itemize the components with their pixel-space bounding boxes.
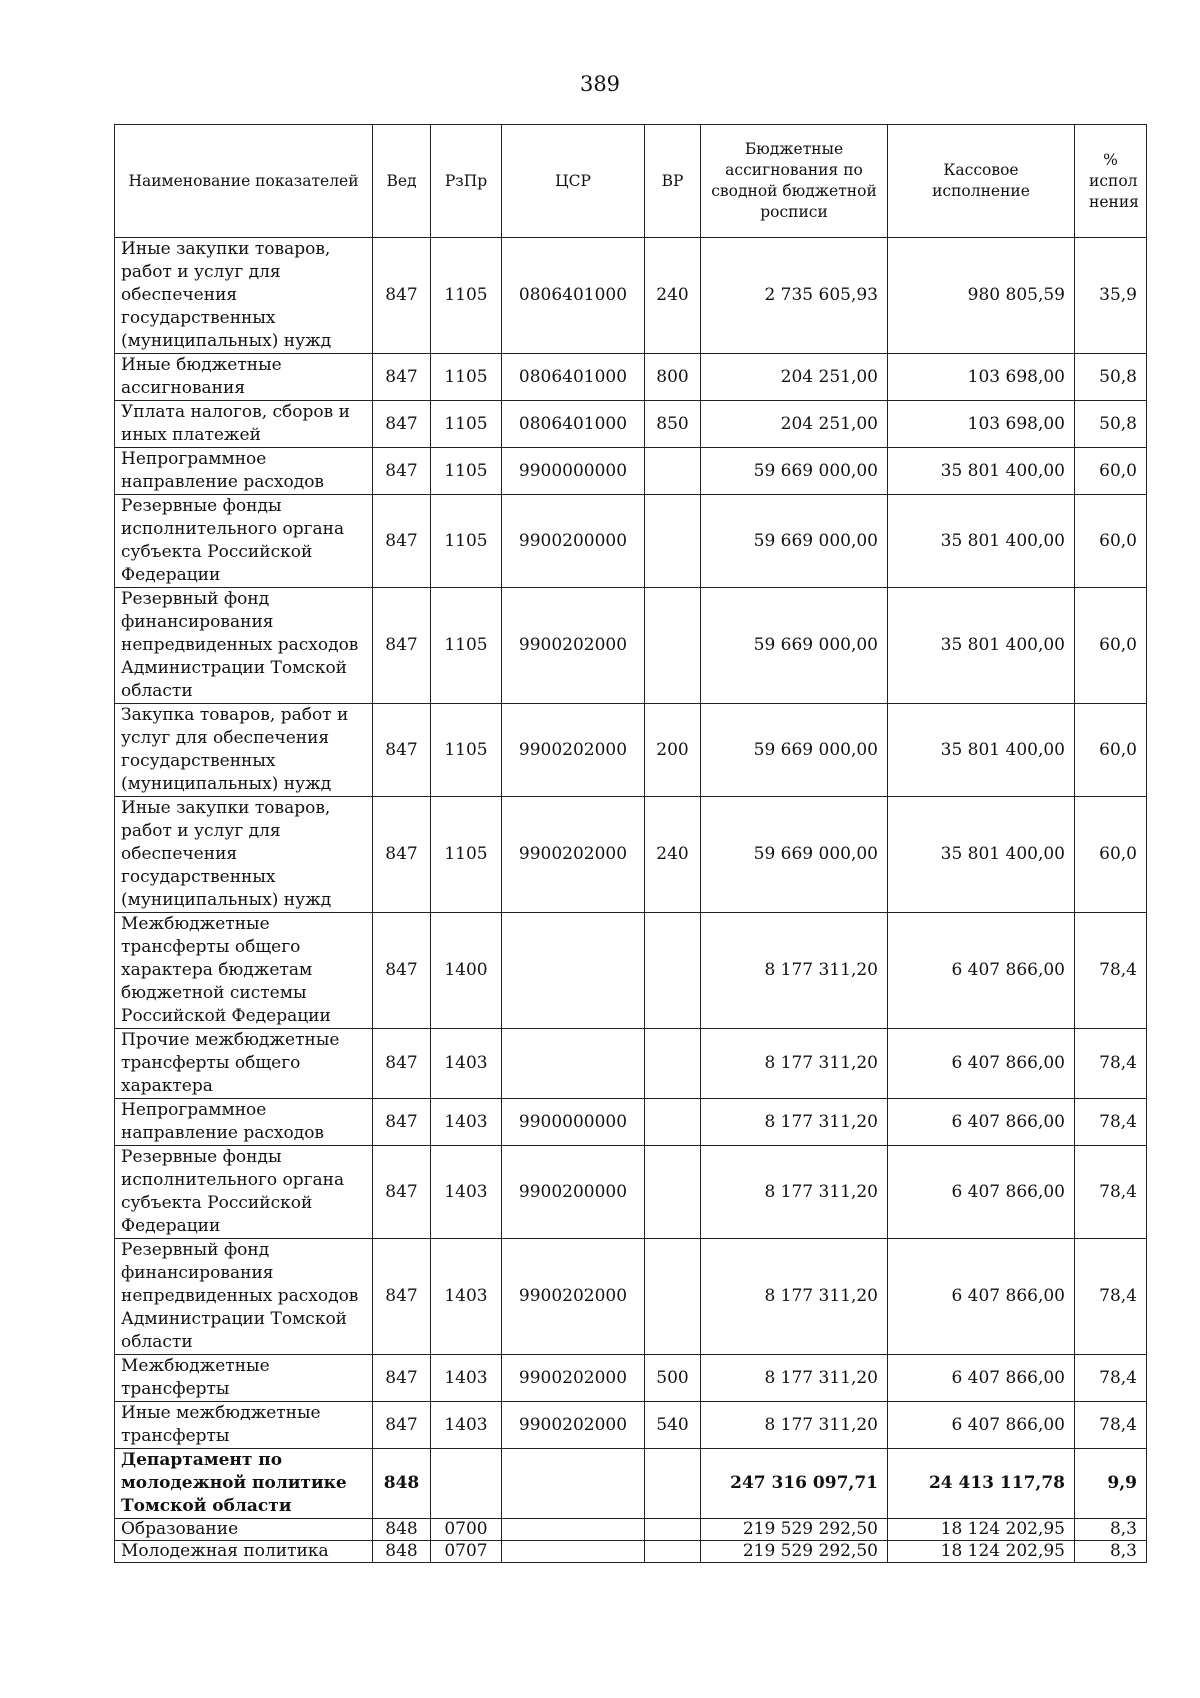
cell-ved: 847 <box>373 1239 431 1355</box>
cell-ved: 847 <box>373 495 431 588</box>
header-csr: ЦСР <box>502 125 645 238</box>
cell-cash: 35 801 400,00 <box>888 704 1075 797</box>
cell-vr <box>645 588 701 704</box>
cell-rzpr: 1105 <box>431 448 502 495</box>
cell-vr <box>645 1519 701 1541</box>
cell-cash: 18 124 202,95 <box>888 1541 1075 1563</box>
header-cash: Кассовое исполнение <box>888 125 1075 238</box>
cell-ved: 847 <box>373 1402 431 1449</box>
table-row <box>115 448 1147 495</box>
cell-name: Иные межбюджетные трансферты <box>115 1402 373 1449</box>
cell-name: Непрограммное направление расходов <box>115 448 373 495</box>
cell-csr: 9900202000 <box>502 1355 645 1402</box>
table-row <box>115 1029 1147 1099</box>
cell-rzpr: 1403 <box>431 1355 502 1402</box>
cell-percent: 8,3 <box>1075 1541 1147 1563</box>
cell-cash: 35 801 400,00 <box>888 448 1075 495</box>
cell-ved: 847 <box>373 1355 431 1402</box>
cell-vr: 240 <box>645 797 701 913</box>
cell-name: Резервные фонды исполнительного органа субъекта Российской Федерации <box>115 1146 373 1239</box>
cell-cash: 35 801 400,00 <box>888 797 1075 913</box>
page-number: 389 <box>579 72 621 96</box>
cell-rzpr: 0700 <box>431 1519 502 1541</box>
table-row <box>115 354 1147 401</box>
cell-vr <box>645 1099 701 1146</box>
cell-cash: 24 413 117,78 <box>888 1449 1075 1519</box>
cell-name: Закупка товаров, работ и услуг для обеспечения государственных (муниципальных) нужд <box>115 704 373 797</box>
cell-percent: 60,0 <box>1075 704 1147 797</box>
cell-budget: 8 177 311,20 <box>701 1239 888 1355</box>
cell-percent: 78,4 <box>1075 1239 1147 1355</box>
cell-percent: 78,4 <box>1075 1146 1147 1239</box>
table-row <box>115 238 1147 354</box>
cell-percent: 78,4 <box>1075 1029 1147 1099</box>
cell-csr: 9900000000 <box>502 1099 645 1146</box>
cell-cash: 18 124 202,95 <box>888 1519 1075 1541</box>
cell-vr <box>645 1146 701 1239</box>
cell-vr <box>645 1239 701 1355</box>
table-row <box>115 1449 1147 1519</box>
cell-ved: 847 <box>373 913 431 1029</box>
cell-percent: 78,4 <box>1075 1355 1147 1402</box>
cell-rzpr: 1403 <box>431 1402 502 1449</box>
cell-rzpr <box>431 1449 502 1519</box>
cell-cash: 6 407 866,00 <box>888 1099 1075 1146</box>
cell-rzpr: 0707 <box>431 1541 502 1563</box>
cell-rzpr: 1105 <box>431 354 502 401</box>
cell-percent: 60,0 <box>1075 588 1147 704</box>
cell-name: Иные бюджетные ассигнования <box>115 354 373 401</box>
cell-ved: 848 <box>373 1449 431 1519</box>
cell-budget: 204 251,00 <box>701 401 888 448</box>
cell-cash: 980 805,59 <box>888 238 1075 354</box>
header-percent: % испол нения <box>1075 125 1147 238</box>
header-ved: Вед <box>373 125 431 238</box>
cell-percent: 78,4 <box>1075 1402 1147 1449</box>
cell-vr: 500 <box>645 1355 701 1402</box>
cell-csr <box>502 1541 645 1563</box>
cell-budget: 2 735 605,93 <box>701 238 888 354</box>
cell-budget: 204 251,00 <box>701 354 888 401</box>
table-row <box>115 401 1147 448</box>
cell-rzpr: 1105 <box>431 588 502 704</box>
cell-ved: 848 <box>373 1519 431 1541</box>
cell-vr: 540 <box>645 1402 701 1449</box>
table-header-row <box>115 125 1147 238</box>
cell-name: Резервные фонды исполнительного органа субъекта Российской Федерации <box>115 495 373 588</box>
cell-percent: 60,0 <box>1075 797 1147 913</box>
cell-percent: 50,8 <box>1075 354 1147 401</box>
cell-vr <box>645 1449 701 1519</box>
cell-csr: 0806401000 <box>502 354 645 401</box>
cell-percent: 78,4 <box>1075 1099 1147 1146</box>
cell-name: Межбюджетные трансферты <box>115 1355 373 1402</box>
cell-budget: 8 177 311,20 <box>701 1029 888 1099</box>
cell-vr <box>645 1541 701 1563</box>
cell-cash: 103 698,00 <box>888 354 1075 401</box>
table-row <box>115 495 1147 588</box>
header-rzpr: РзПр <box>431 125 502 238</box>
header-vr: ВР <box>645 125 701 238</box>
table-row <box>115 704 1147 797</box>
cell-vr <box>645 913 701 1029</box>
cell-budget: 59 669 000,00 <box>701 797 888 913</box>
cell-csr: 9900000000 <box>502 448 645 495</box>
cell-vr <box>645 448 701 495</box>
cell-name: Департамент по молодежной политике Томской области <box>115 1449 373 1519</box>
cell-budget: 8 177 311,20 <box>701 1402 888 1449</box>
table-row <box>115 1519 1147 1541</box>
cell-cash: 6 407 866,00 <box>888 913 1075 1029</box>
cell-cash: 6 407 866,00 <box>888 1029 1075 1099</box>
cell-cash: 103 698,00 <box>888 401 1075 448</box>
cell-rzpr: 1105 <box>431 401 502 448</box>
cell-budget: 59 669 000,00 <box>701 588 888 704</box>
cell-csr <box>502 1519 645 1541</box>
cell-rzpr: 1105 <box>431 797 502 913</box>
cell-budget: 59 669 000,00 <box>701 448 888 495</box>
cell-ved: 847 <box>373 238 431 354</box>
cell-rzpr: 1403 <box>431 1099 502 1146</box>
cell-ved: 847 <box>373 448 431 495</box>
cell-csr: 9900202000 <box>502 704 645 797</box>
cell-budget: 8 177 311,20 <box>701 1355 888 1402</box>
cell-rzpr: 1403 <box>431 1029 502 1099</box>
table-row <box>115 1239 1147 1355</box>
cell-csr: 9900202000 <box>502 1402 645 1449</box>
cell-name: Иные закупки товаров, работ и услуг для обеспечения государственных (муниципальных) нужд <box>115 238 373 354</box>
cell-csr: 9900202000 <box>502 797 645 913</box>
cell-csr: 0806401000 <box>502 401 645 448</box>
header-name: Наименование показателей <box>115 125 373 238</box>
cell-percent: 35,9 <box>1075 238 1147 354</box>
header-budget: Бюджетные ассигнования по сводной бюджетной росписи <box>701 125 888 238</box>
cell-ved: 847 <box>373 797 431 913</box>
cell-vr <box>645 1029 701 1099</box>
cell-cash: 6 407 866,00 <box>888 1146 1075 1239</box>
table-row <box>115 1099 1147 1146</box>
cell-rzpr: 1403 <box>431 1146 502 1239</box>
cell-name: Межбюджетные трансферты общего характера бюджетам бюджетной системы Российской Федерации <box>115 913 373 1029</box>
cell-budget: 219 529 292,50 <box>701 1519 888 1541</box>
table-row <box>115 797 1147 913</box>
cell-budget: 219 529 292,50 <box>701 1541 888 1563</box>
table-row <box>115 913 1147 1029</box>
cell-name: Уплата налогов, сборов и иных платежей <box>115 401 373 448</box>
cell-csr <box>502 913 645 1029</box>
cell-cash: 6 407 866,00 <box>888 1402 1075 1449</box>
cell-rzpr: 1403 <box>431 1239 502 1355</box>
cell-name: Прочие межбюджетные трансферты общего характера <box>115 1029 373 1099</box>
cell-csr: 9900200000 <box>502 1146 645 1239</box>
cell-csr <box>502 1449 645 1519</box>
cell-percent: 78,4 <box>1075 913 1147 1029</box>
cell-rzpr: 1105 <box>431 238 502 354</box>
cell-rzpr: 1400 <box>431 913 502 1029</box>
cell-cash: 6 407 866,00 <box>888 1355 1075 1402</box>
cell-csr: 9900202000 <box>502 588 645 704</box>
table-row <box>115 588 1147 704</box>
cell-ved: 847 <box>373 354 431 401</box>
cell-vr: 850 <box>645 401 701 448</box>
cell-ved: 847 <box>373 1029 431 1099</box>
table-row <box>115 1146 1147 1239</box>
cell-cash: 35 801 400,00 <box>888 588 1075 704</box>
cell-cash: 35 801 400,00 <box>888 495 1075 588</box>
cell-rzpr: 1105 <box>431 495 502 588</box>
cell-cash: 6 407 866,00 <box>888 1239 1075 1355</box>
cell-name: Иные закупки товаров, работ и услуг для обеспечения государственных (муниципальных) нужд <box>115 797 373 913</box>
cell-rzpr: 1105 <box>431 704 502 797</box>
cell-budget: 8 177 311,20 <box>701 913 888 1029</box>
cell-ved: 848 <box>373 1541 431 1563</box>
cell-vr: 240 <box>645 238 701 354</box>
table-row <box>115 1541 1147 1563</box>
cell-csr: 0806401000 <box>502 238 645 354</box>
cell-ved: 847 <box>373 401 431 448</box>
table-row <box>115 1355 1147 1402</box>
cell-vr: 200 <box>645 704 701 797</box>
cell-name: Молодежная политика <box>115 1541 373 1563</box>
cell-percent: 50,8 <box>1075 401 1147 448</box>
cell-ved: 847 <box>373 1146 431 1239</box>
cell-name: Резервный фонд финансирования непредвиденных расходов Администрации Томской области <box>115 588 373 704</box>
cell-percent: 60,0 <box>1075 495 1147 588</box>
cell-percent: 9,9 <box>1075 1449 1147 1519</box>
table-row <box>115 1402 1147 1449</box>
cell-csr: 9900202000 <box>502 1239 645 1355</box>
cell-ved: 847 <box>373 1099 431 1146</box>
cell-name: Непрограммное направление расходов <box>115 1099 373 1146</box>
cell-budget: 247 316 097,71 <box>701 1449 888 1519</box>
cell-vr <box>645 495 701 588</box>
cell-csr: 9900200000 <box>502 495 645 588</box>
cell-vr: 800 <box>645 354 701 401</box>
cell-name: Образование <box>115 1519 373 1541</box>
cell-budget: 59 669 000,00 <box>701 495 888 588</box>
cell-percent: 8,3 <box>1075 1519 1147 1541</box>
budget-table <box>114 124 1147 1563</box>
cell-ved: 847 <box>373 588 431 704</box>
cell-name: Резервный фонд финансирования непредвиденных расходов Администрации Томской области <box>115 1239 373 1355</box>
cell-percent: 60,0 <box>1075 448 1147 495</box>
cell-budget: 59 669 000,00 <box>701 704 888 797</box>
cell-budget: 8 177 311,20 <box>701 1099 888 1146</box>
cell-ved: 847 <box>373 704 431 797</box>
cell-budget: 8 177 311,20 <box>701 1146 888 1239</box>
cell-csr <box>502 1029 645 1099</box>
